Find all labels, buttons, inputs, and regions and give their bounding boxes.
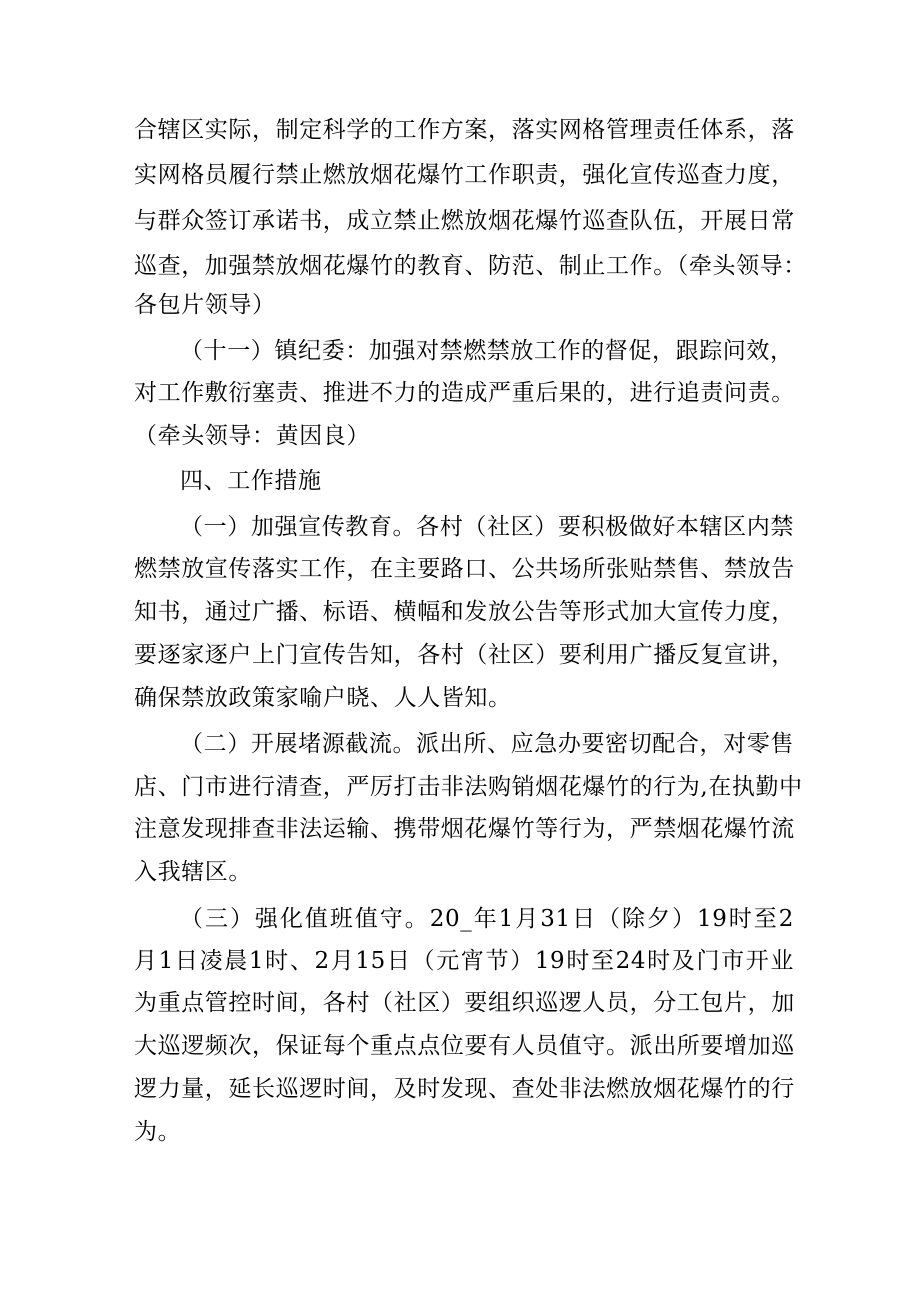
section-heading: 四、工作措施: [180, 468, 322, 494]
paragraph-line: 注意发现排查非法运输、携带烟花爆竹等行为，严禁烟花爆竹流: [134, 816, 795, 842]
paragraph-line: （一）加强宣传教育。各村（社区）要积极做好本辖区内禁: [180, 514, 794, 540]
paragraph-line: （十一）镇纪委：加强对禁燃禁放工作的督促，跟踪问效，: [180, 338, 794, 364]
paragraph-line: 要逐家逐户上门宣传告知，各村（社区）要利用广播反复宣讲，: [134, 642, 795, 668]
paragraph-line: 为重点管控时间，各村（社区）要组织巡逻人员，分工包片，加: [134, 990, 795, 1016]
paragraph-line: 实网格员履行禁止燃放烟花爆竹工作职责，强化宣传巡查力度，: [134, 162, 795, 188]
paragraph-line: （二）开展堵源截流。派出所、应急办要密切配合，对零售: [180, 731, 794, 757]
paragraph-line: 月1日凌晨1时、2月15日（元宵节）19时至24时及门市开业: [134, 948, 794, 974]
paragraph-line: 确保禁放政策家喻户晓、人人皆知。: [134, 685, 512, 711]
paragraph-line: 知书，通过广播、标语、横幅和发放公告等形式加大宣传力度，: [134, 599, 795, 625]
paragraph-line: 各包片领导）: [134, 292, 276, 318]
paragraph-line: （牵头领导：黄因良）: [134, 423, 370, 449]
paragraph-line: 入我辖区。: [134, 859, 252, 885]
paragraph-line: 为。: [134, 1119, 182, 1145]
paragraph-line: 合辖区实际，制定科学的工作方案，落实网格管理责任体系，落: [134, 117, 795, 143]
paragraph-line: 与群众签订承诺书，成立禁止燃放烟花爆竹巡查队伍，开展日常: [134, 208, 795, 234]
paragraph-line: 巡查，加强禁放烟花爆竹的教育、防范、制止工作。（牵头领导：: [134, 253, 807, 279]
paragraph-line: 大巡逻频次，保证每个重点点位要有人员值守。派出所要增加巡: [134, 1033, 795, 1059]
paragraph-line: 店、门市进行清查，严厉打击非法购销烟花爆竹的行为,在执勤中: [134, 774, 803, 800]
paragraph-line: 对工作敷衍塞责、推进不力的造成严重后果的，进行追责问责。: [134, 380, 795, 406]
paragraph-line: 燃禁放宣传落实工作，在主要路口、公共场所张贴禁售、禁放告: [134, 556, 795, 582]
paragraph-line: （三）强化值班值守。20_年1月31日（除夕）19时至2: [180, 906, 794, 932]
paragraph-line: 逻力量，延长巡逻时间，及时发现、查处非法燃放烟花爆竹的行: [134, 1076, 795, 1102]
